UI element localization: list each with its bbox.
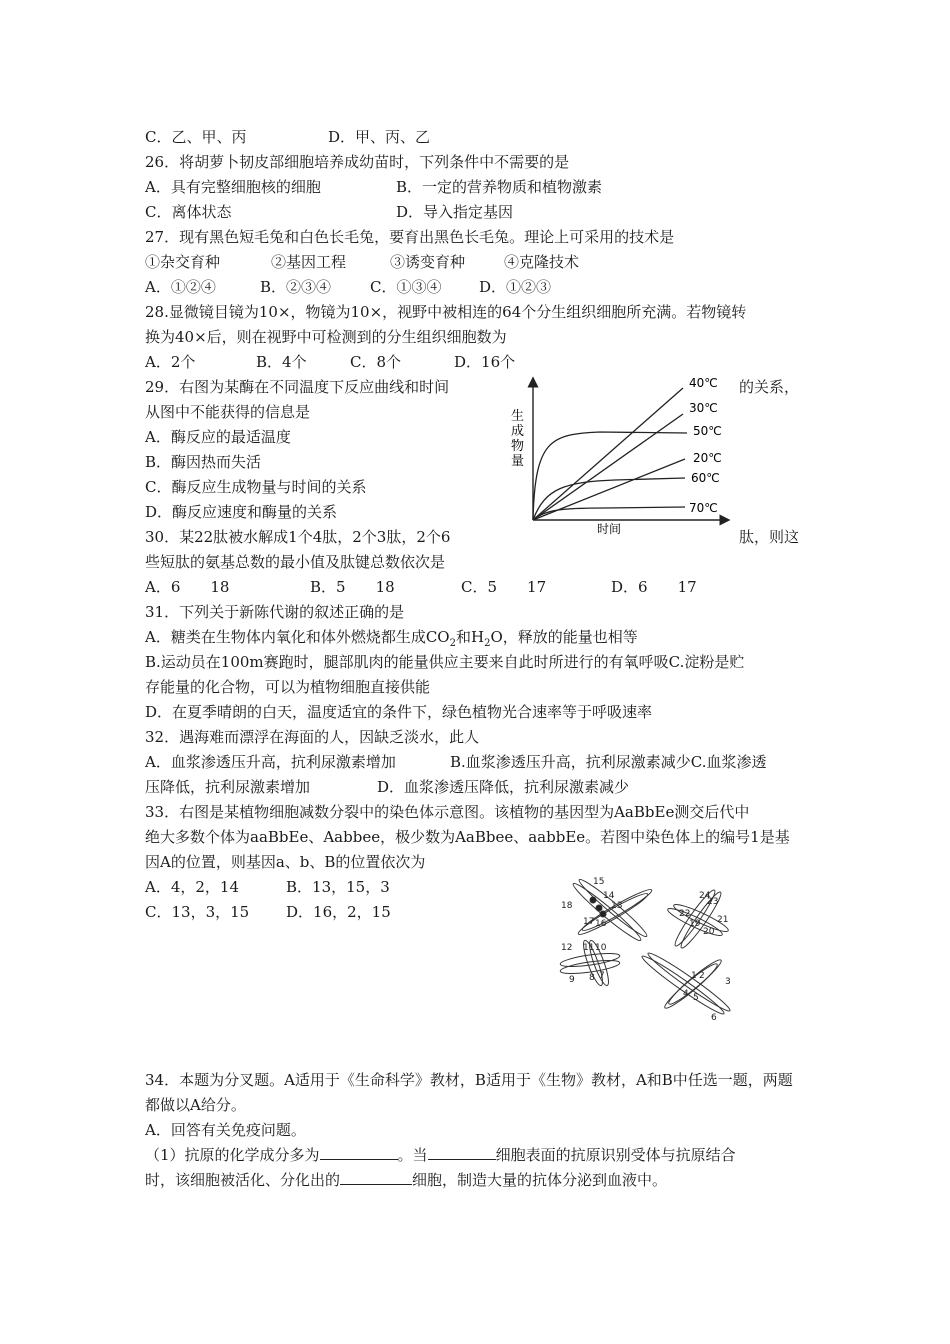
chromosome-label-12: 12 <box>561 943 573 953</box>
chromosome-label-3: 3 <box>725 977 731 987</box>
curve-40c <box>533 388 683 520</box>
q27-option-d: D．①②③ <box>479 278 552 296</box>
q34-stem-line1: 34．本题为分叉题。A适用于《生命科学》教材，B适用于《生物》教材，A和B中任选一题，两题 <box>145 1071 793 1089</box>
q27-option-a: A．①②④ <box>145 278 216 296</box>
q27-stem: 27．现有黑色短毛兔和白色长毛兔，要育出黑色长毛兔。理论上可采用的技术是 <box>145 228 675 246</box>
h2o-subscript: 2 <box>484 638 491 649</box>
q33-option-b: B．13，15，3 <box>286 878 390 896</box>
q33-stem-line1: 33．右图是某植物细胞减数分裂中的染色体示意图。该植物的基因型为AaBbEe测交后代中 <box>145 803 750 821</box>
q25-option-c: C．乙、甲、丙 <box>145 128 247 146</box>
label-70c: 70℃ <box>689 501 718 515</box>
graph-ylabel-char-1: 生 <box>511 409 525 424</box>
q32-option-b-c: B.血浆渗透压升高，抗利尿激素减少C.血浆渗透 <box>450 753 767 771</box>
q34-stem-line2: 都做以A给分。 <box>145 1096 246 1114</box>
q34-q1-text-d: 时，该细胞被活化、分化出的 <box>145 1171 341 1189</box>
q34-question-1-line1 <box>145 1145 736 1165</box>
q33-stem-line2: 绝大多数个体为aaBbEe、Aabbee，极少数为AaBbee、aabbEe。若图中染色体上的编号1是基 <box>145 828 790 846</box>
graph-xlabel: 时间 <box>597 522 622 536</box>
chromosome-diagram <box>555 870 750 1025</box>
q30-option-b: B．5 18 <box>310 578 395 596</box>
q28-option-a: A．2个 <box>145 353 196 371</box>
q27-option-b: B．②③④ <box>260 278 332 296</box>
q32-stem: 32．遇海难而漂浮在海面的人，因缺乏淡水，此人 <box>145 728 480 746</box>
q34-part-a-title: A．回答有关免疫问题。 <box>145 1121 306 1139</box>
label-50c: 50℃ <box>693 424 722 438</box>
q31-option-a-post: O，释放的能量也相等 <box>490 628 638 646</box>
q30-stem-line2: 些短肽的氨基总数的最小值及肽键总数依次是 <box>145 553 446 571</box>
chromosome-label-21: 21 <box>717 915 729 925</box>
q28-stem-line1: 28.显微镜目镜为10×，物镜为10×，视野中被相连的64个分生组织细胞所充满。若物镜转 <box>145 303 747 321</box>
q27-item-4: ④克隆技术 <box>504 253 580 271</box>
chromosome-label-14: 14 <box>603 891 615 901</box>
chromosome-label-1: 1 <box>691 971 697 981</box>
q26-option-d: D．导入指定基因 <box>396 203 514 221</box>
label-20c: 20℃ <box>693 451 722 465</box>
label-40c: 40℃ <box>689 376 718 390</box>
enzyme-temperature-graph <box>505 370 737 540</box>
chromosome-label-24: 24 <box>699 891 711 901</box>
chromosome-label-15: 15 <box>593 877 605 887</box>
chromosome-label-10: 10 <box>595 943 607 953</box>
q33-stem-line3: 因A的位置，则基因a、b、B的位置依次为 <box>145 853 426 871</box>
q25-option-d: D．甲、丙、乙 <box>328 128 431 146</box>
q27-item-3: ③诱变育种 <box>390 253 466 271</box>
q31-option-d: D．在夏季晴朗的白天，温度适宜的条件下，绿色植物光合速率等于呼吸速率 <box>145 703 653 721</box>
q31-option-a-pre: A．糖类在生物体内氧化和体外燃烧都生成CO <box>145 628 450 646</box>
chromosome-label-2: 2 <box>699 971 705 981</box>
q28-option-d: D．16个 <box>454 353 516 371</box>
q30-option-c: C．5 17 <box>461 578 547 596</box>
q26-option-c: C．离体状态 <box>145 203 232 221</box>
q33-option-a: A．4，2，14 <box>145 878 240 896</box>
chromosome-label-6: 6 <box>711 1013 717 1023</box>
q26-option-a: A．具有完整细胞核的细胞 <box>145 178 321 196</box>
q29-option-c: C．酶反应生成物量与时间的关系 <box>145 478 367 496</box>
q30-stem-right: 肽，则这 <box>739 528 800 546</box>
chromosome-label-4: 4 <box>683 989 689 999</box>
q32-option-a: A．血浆渗透压升高，抗利尿激素增加 <box>145 753 396 771</box>
label-60c: 60℃ <box>691 471 720 485</box>
q28-stem-line2: 换为40×后，则在视野中可检测到的分生组织细胞数为 <box>145 328 507 346</box>
chromosome-label-9: 9 <box>569 975 575 985</box>
q27-item-1: ①杂交育种 <box>145 253 221 271</box>
chromosome-label-19: 19 <box>689 919 701 929</box>
co2-subscript: 2 <box>449 638 456 649</box>
q32-option-c-cont: 压降低，抗利尿激素增加 <box>145 778 311 796</box>
graph-ylabel-char-3: 物 <box>511 439 525 454</box>
q30-option-d: D．6 17 <box>611 578 697 596</box>
q31-option-c-cont: 存能量的化合物，可以为植物细胞直接供能 <box>145 678 431 696</box>
q32-option-d: D．血浆渗透压降低，抗利尿激素减少 <box>377 778 630 796</box>
chromosome-label-8: 8 <box>589 973 595 983</box>
q34-q1-text-b: 。当 <box>397 1146 428 1164</box>
q26-stem: 26．将胡萝卜韧皮部细胞培养成幼苗时，下列条件中不需要的是 <box>145 153 570 171</box>
q28-option-c: C．8个 <box>350 353 402 371</box>
chromosome-label-18: 18 <box>561 901 573 911</box>
answer-blank-3[interactable] <box>340 1170 412 1185</box>
q34-q1-text-c: 细胞表面的抗原识别受体与抗原结合 <box>495 1146 736 1164</box>
graph-ylabel-char-4: 量 <box>511 454 525 469</box>
chromosome-label-11: 11 <box>583 943 595 953</box>
q29-option-d: D．酶反应速度和酶量的关系 <box>145 503 338 521</box>
q30-stem-left: 30．某22肽被水解成1个4肽，2个3肽，2个6 <box>145 528 451 546</box>
q28-option-b: B．4个 <box>256 353 307 371</box>
q33-option-d: D．16，2，15 <box>286 903 391 921</box>
q30-option-a: A．6 18 <box>145 578 230 596</box>
q26-option-b: B．一定的营养物质和植物激素 <box>396 178 603 196</box>
chromosome-label-20: 20 <box>703 927 715 937</box>
graph-ylabel-char-2: 成 <box>511 424 525 439</box>
q29-stem-left: 29．右图为某酶在不同温度下反应曲线和时间 <box>145 378 450 396</box>
q29-stem-right: 的关系， <box>739 378 800 396</box>
q27-item-2: ②基因工程 <box>271 253 347 271</box>
q33-option-c: C．13，3，15 <box>145 903 250 921</box>
chromosome-label-7: 7 <box>599 971 605 981</box>
q29-option-a: A．酶反应的最适温度 <box>145 428 291 446</box>
chromosome-label-17: 17 <box>583 917 595 927</box>
q29-option-b: B．酶因热而失活 <box>145 453 262 471</box>
label-30c: 30℃ <box>689 401 718 415</box>
chromosome-label-13: 13 <box>611 901 623 911</box>
q34-question-1-line2 <box>145 1170 667 1190</box>
q31-option-a <box>145 627 638 654</box>
q31-stem: 31．下列关于新陈代谢的叙述正确的是 <box>145 603 405 621</box>
chromosome-pair-bottom-right <box>639 949 733 1018</box>
q31-option-a-mid: 和H <box>455 628 485 646</box>
answer-blank-1[interactable] <box>320 1145 398 1160</box>
curve-60c <box>533 478 685 520</box>
curve-30c <box>533 414 683 520</box>
q34-q1-text-e: 细胞，制造大量的抗体分泌到血液中。 <box>412 1171 668 1189</box>
chromosome-label-16: 16 <box>595 919 607 929</box>
chromosome-label-23: 23 <box>707 897 719 907</box>
answer-blank-2[interactable] <box>428 1145 496 1160</box>
curve-70c <box>533 507 685 520</box>
q27-option-c: C．①③④ <box>370 278 442 296</box>
chromosome-label-22: 22 <box>679 909 691 919</box>
q29-stem-line2: 从图中不能获得的信息是 <box>145 403 311 421</box>
chromosome-label-5: 5 <box>693 993 699 1003</box>
q34-q1-text-a: （1）抗原的化学成分多为 <box>145 1146 320 1164</box>
q31-option-b-c: B.运动员在100m赛跑时，腿部肌肉的能量供应主要来自此时所进行的有氧呼吸C.淀粉是贮 <box>145 653 745 671</box>
